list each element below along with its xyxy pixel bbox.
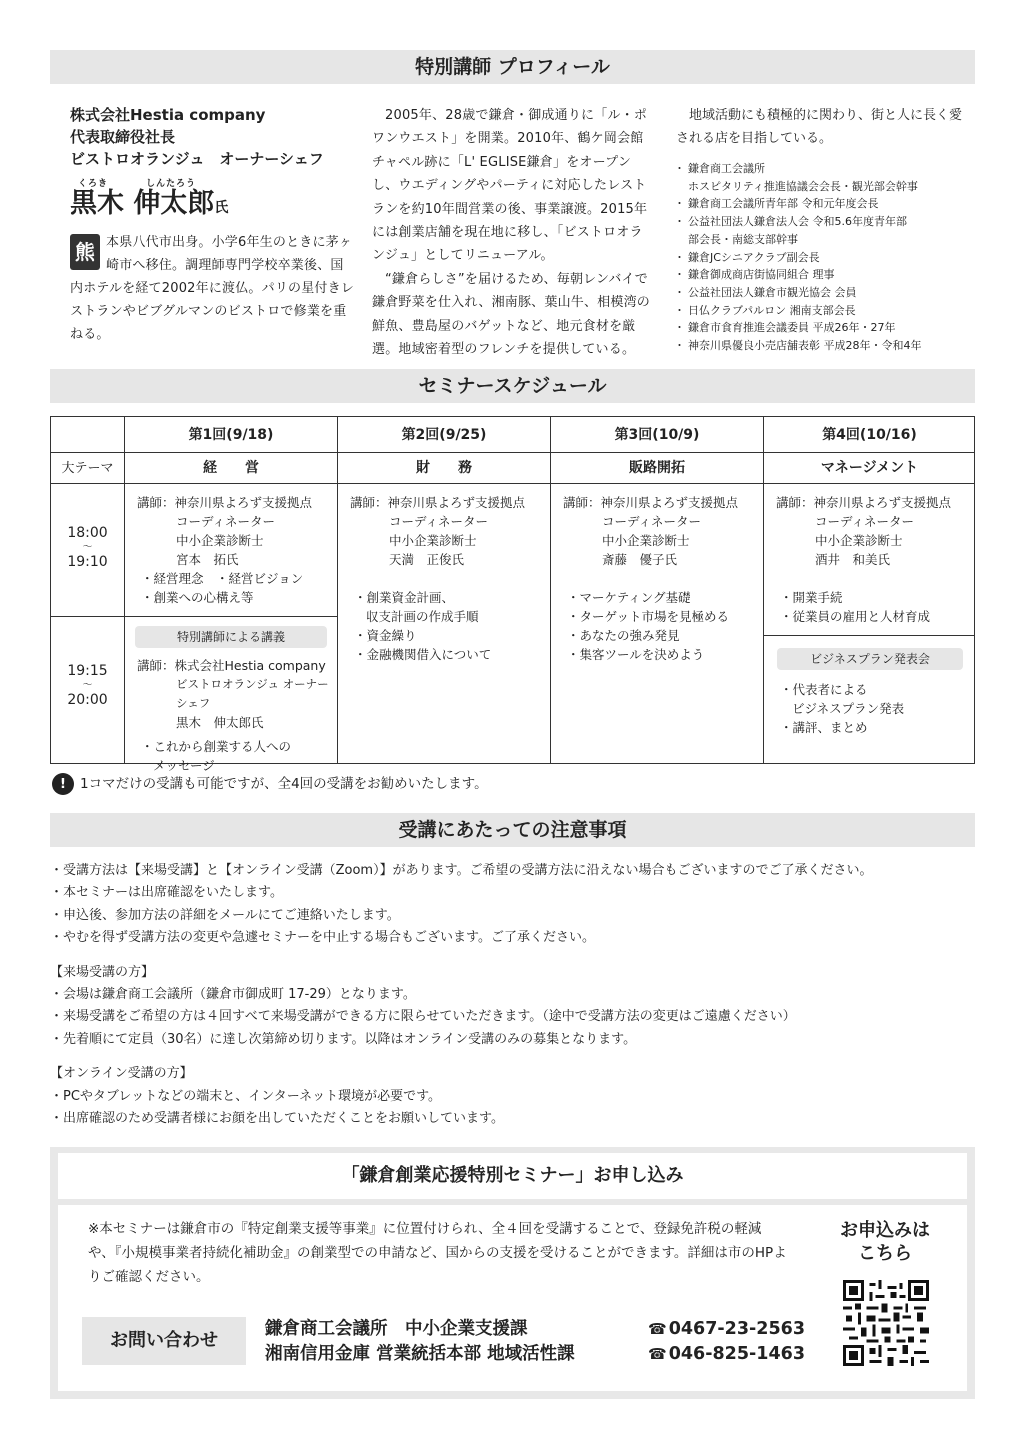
contact-row bbox=[265, 1317, 805, 1342]
time-slot-1: 18:00 〜 19:10 bbox=[67, 525, 108, 570]
session-4-theme: マネージメント bbox=[764, 453, 975, 484]
phone-number[interactable]: ☎ 046-825-1463 bbox=[648, 1342, 805, 1367]
apply-title: 「鎌倉創業応援特別セミナー」お申し込み bbox=[58, 1153, 967, 1199]
session-1-detail: 講師：神奈川県よろず支援拠点 コーディネーター 中小企業診断士 宮本 拓氏 ・経営理念 ・経営ビジョン ・創業への心構え等 bbox=[125, 493, 338, 607]
session-1-lecturer: 宮本 拓氏 bbox=[176, 552, 239, 567]
speaker-name: 黒木 伸太郎氏 bbox=[70, 188, 229, 219]
contact-org: 湘南信用金庫 営業統括本部 地域活性課 bbox=[265, 1344, 575, 1364]
profile-heading: 特別講師 プロフィール bbox=[50, 50, 975, 84]
role-item: ・ 鎌倉商工会議所青年部 令和元年度会長 bbox=[676, 195, 966, 213]
session-2-theme: 財 務 bbox=[338, 453, 551, 484]
schedule-table bbox=[50, 416, 975, 773]
name-ruby bbox=[70, 176, 355, 187]
apply-cta: お申込みは こちら bbox=[840, 1220, 930, 1264]
role-item: ・ 神奈川県優良小売店舗表彰 平成28年・令和4年 bbox=[676, 337, 966, 355]
honorific: 氏 bbox=[214, 200, 229, 216]
business-plan-label: ビジネスプラン発表会 bbox=[777, 648, 963, 670]
session-4-detail: 講師：神奈川県よろず支援拠点 コーディネーター 中小企業診断士 酒井 和美氏 ・開業手続 ・従業員の雇用と人材育成 bbox=[764, 493, 975, 626]
career-text bbox=[372, 104, 655, 361]
online-heading: 【オンライン受講の方】 bbox=[50, 1066, 193, 1082]
apply-section bbox=[50, 1147, 975, 1399]
ruby-given: しんたろう bbox=[146, 179, 197, 189]
session-3-title: 第3回(10/9) bbox=[551, 417, 764, 453]
apply-body bbox=[58, 1205, 967, 1391]
session-1-title: 第1回(9/18) bbox=[125, 417, 338, 453]
session-2-lecturer: 天満 正俊氏 bbox=[389, 552, 465, 567]
session-4-title: 第4回(10/16) bbox=[764, 417, 975, 453]
role-title: 代表取締役社長 bbox=[70, 128, 176, 146]
schedule-note: ! 1コマだけの受講も可能ですが、全4回の受講をお勧めいたします。 bbox=[52, 773, 488, 795]
business-plan-detail: ・代表者による ビジネスプラン発表 ・講評、まとめ bbox=[780, 682, 905, 735]
prefecture-badge: 熊 bbox=[70, 234, 100, 270]
time-slot-2: 19:15 〜 20:00 bbox=[67, 663, 108, 708]
contact-org: 鎌倉商工会議所 中小企業支援課 bbox=[265, 1319, 528, 1339]
role-item: ・ 日仏クラブパルロン 湘南支部会長 bbox=[676, 302, 966, 320]
role-item: ・ 公益社団法人鎌倉市観光協会 会員 bbox=[676, 284, 966, 302]
community-block bbox=[676, 104, 966, 355]
theme-label: 大テーマ bbox=[51, 453, 125, 484]
contact-row bbox=[265, 1342, 805, 1367]
apply-description: ※本セミナーは鎌倉市の『特定創業支援等事業』に位置付けられ、全４回を受講することで、登録免許税の軽減や、『小規模事業者持続化補助金』の創業型での申請など、国からの支援を受けることができます。詳細は市のHPよりご確認ください。 bbox=[88, 1221, 787, 1285]
ruby-family: くろき bbox=[78, 179, 109, 189]
role-item: ・ 鎌倉商工会議所 ホスピタリティ推進協議会会長・観光部会幹事 bbox=[676, 160, 966, 195]
special-lecture-label: 特別講師による講義 bbox=[135, 626, 327, 648]
community-intro: 地域活動にも積極的に関わり、街と人に長く愛される店を目指している。 bbox=[676, 108, 963, 146]
caution-list: ・受講方法は【来場受講】と【オンライン受講（Zoom）】があります。ご希望の受講方法に沿えない場合もございますのでご了承ください。 ・本セミナーは出席確認をいたします。 ・申込後、参加方法の詳細をメールにてご連絡いたします。 ・やむを得ず受講方法の変更や急遽セミナーを中止する場合もございます。ご了承ください。 【来場受講の方】 ・会場は鎌倉商工会議所（鎌倉市御成町 17-29）となります。 ・来場受講をご希望の方は４回すべて来場受講ができる方に限らせていただきます。（途中で受講方法の変更はご遠慮ください） ・先着順にて定員（30名）に達し次第締め切ります。以降はオンライン受講のみの募集となります。 【オンライン受講の方】 ・PCやタブレットなどの端末と、インターネット環境が必要です。 ・出席確認のため受講者様にお顔を出していただくことをお願いしています。 bbox=[50, 860, 975, 1130]
phone-number[interactable]: ☎ 0467-23-2563 bbox=[648, 1317, 805, 1342]
session-2-detail: 講師：神奈川県よろず支援拠点 コーディネーター 中小企業診断士 天満 正俊氏 ・創業資金計画、 収支計画の作成手順 ・資金繰り ・金融機関借入について bbox=[338, 493, 551, 664]
profile-name-block bbox=[70, 104, 355, 346]
company-name: 株式会社Hestia company bbox=[70, 106, 266, 124]
session-1-theme: 経 営 bbox=[125, 453, 338, 484]
session-4-lecturer: 酒井 和美氏 bbox=[815, 552, 891, 567]
role-item: ・ 鎌倉御成商店街協同組合 理事 bbox=[676, 266, 966, 284]
contact-list bbox=[265, 1317, 805, 1367]
role-item: ・ 鎌倉市食育推進会議委員 平成26年・27年 bbox=[676, 319, 966, 337]
contact-label: お問い合わせ bbox=[82, 1317, 246, 1365]
caution-heading: 受講にあたっての注意事項 bbox=[50, 813, 975, 847]
session-3-theme: 販路開拓 bbox=[551, 453, 764, 484]
qr-code-icon[interactable] bbox=[843, 1280, 929, 1366]
venue-heading: 【来場受講の方】 bbox=[50, 964, 155, 980]
session-3-detail: 講師：神奈川県よろず支援拠点 コーディネーター 中小企業診断士 斎藤 優子氏 ・マーケティング基礎 ・ターゲット市場を見極める ・あなたの強み発見 ・集客ツールを決めよう bbox=[551, 493, 764, 664]
speaker-bio: 熊 本県八代市出身。小学6年生のときに茅ヶ崎市へ移住。調理師専門学校卒業後、国内ホテルを経て2002年に渡仏。パリの星付きレストランやビブグルマンのビストロで修業を重ねる。 bbox=[70, 235, 355, 342]
corner-cell bbox=[51, 417, 125, 453]
session-2-title: 第2回(9/25) bbox=[338, 417, 551, 453]
career-paragraph-1: 2005年、28歳で鎌倉・御成通りに「ル・ポワンウエスト」を開業。2010年、鶴ケ岡会館チャペル跡に「L' EGLISE鎌倉」をオープンし、ウエディングやパーティに対応したレストランを約10年間営業の後、事業譲渡。2015年には創業店舗を現在地に移し、「ビストロオランジュ」としてリニューアル。 bbox=[372, 108, 648, 264]
restaurant-title: ビストロオランジュ オーナーシェフ bbox=[70, 150, 324, 168]
role-item: ・ 鎌倉JCシニアクラブ副会長 bbox=[676, 249, 966, 267]
roles-list bbox=[676, 160, 966, 355]
special-lecture-detail: 講師：株式会社Hestia company ビストロオランジュ オーナーシェフ 黒木 伸太郎氏 ・これから創業する人への メッセージ bbox=[137, 658, 329, 773]
schedule-heading: セミナースケジュール bbox=[50, 369, 975, 403]
role-item: ・ 公益社団法人鎌倉法人会 令和5.6年度青年部 部会長・南総支部幹事 bbox=[676, 213, 966, 248]
career-paragraph-2: “鎌倉らしさ”を届けるため、毎朝レンバイで鎌倉野菜を仕入れ、湘南豚、葉山牛、相模湾の鮮魚、豊島屋のバゲットなど、地元食材を厳選。地域密着型のフレンチを提供している。 bbox=[372, 271, 650, 358]
exclamation-icon: ! bbox=[52, 773, 74, 795]
session-3-lecturer: 斎藤 優子氏 bbox=[602, 552, 678, 567]
